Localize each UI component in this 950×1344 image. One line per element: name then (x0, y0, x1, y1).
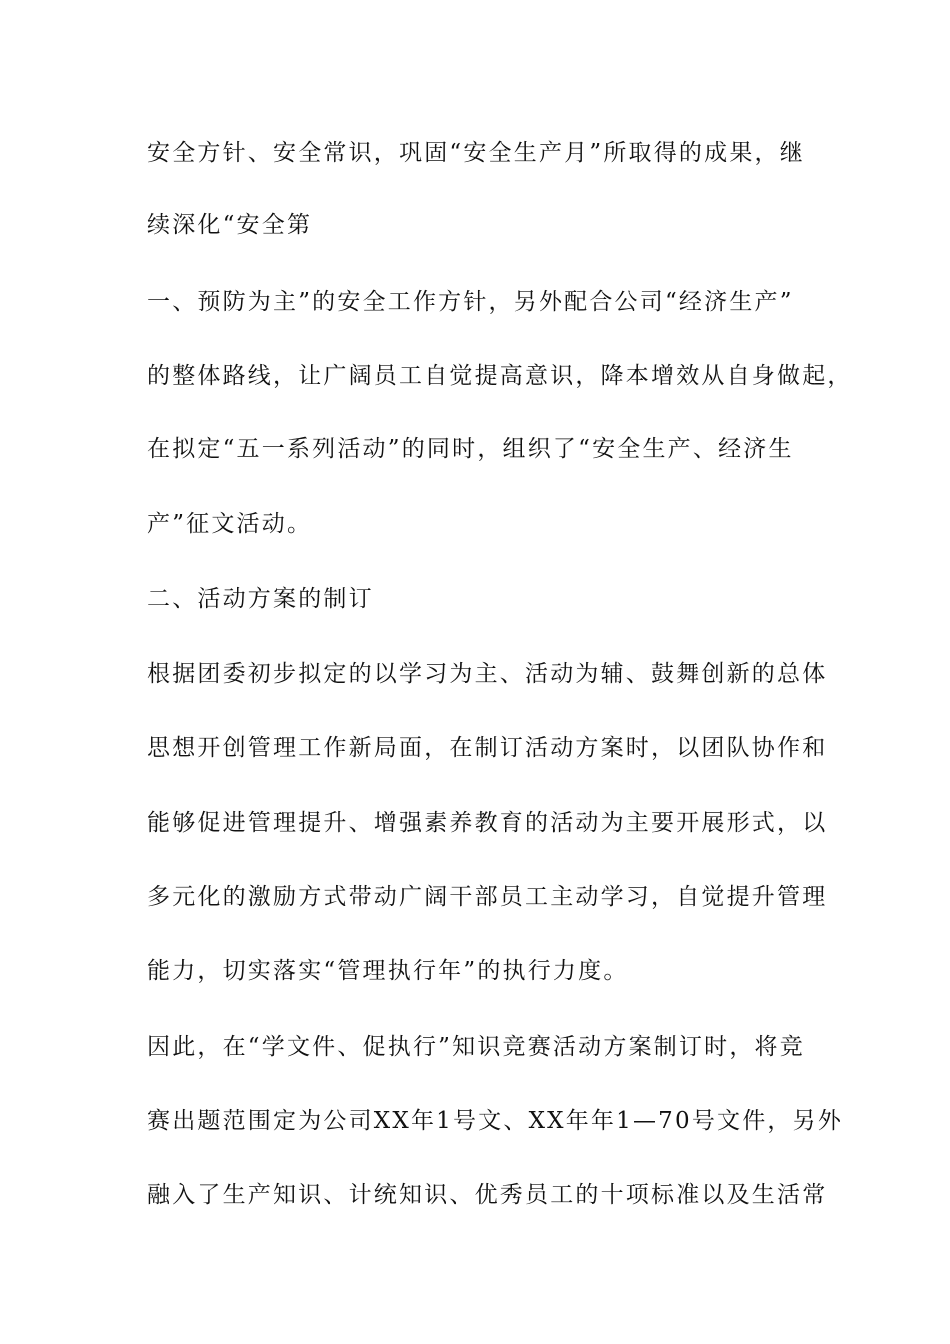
text-line: 续深化“安全第 (147, 212, 313, 238)
text-line: 融入了生产知识、计统知识、优秀员工的十项标准以及生活常 (147, 1182, 828, 1208)
text-line: 根据团委初步拟定的以学习为主、活动为辅、鼓舞创新的总体 (147, 661, 828, 687)
text-line: 安全方针、安全常识，巩固“安全生产月”所取得的成果，继 (147, 140, 805, 166)
text-line: 一、预防为主”的安全工作方针，另外配合公司“经济生产” (147, 289, 794, 315)
text-line: 多元化的激励方式带动广阔干部员工主动学习，自觉提升管理 (147, 884, 828, 910)
section-heading: 二、活动方案的制订 (147, 586, 374, 612)
text-line: 能力，切实落实“管理执行年”的执行力度。 (147, 958, 629, 984)
text-line: 能够促进管理提升、增强素养教育的活动为主要开展形式，以 (147, 810, 828, 836)
text-line: 因此，在“学文件、促执行”知识竞赛活动方案制订时，将竞 (147, 1034, 805, 1060)
text-line: 产”征文活动。 (147, 511, 313, 537)
text-line: 赛出题范围定为公司XX年1号文、XX年年1—70号文件，另外 (147, 1108, 844, 1134)
text-line: 的整体路线，让广阔员工自觉提高意识，降本增效从自身做起， (147, 363, 853, 389)
text-line: 思想开创管理工作新局面，在制订活动方案时，以团队协作和 (147, 735, 828, 761)
text-line: 在拟定“五一系列活动”的同时，组织了“安全生产、经济生 (147, 436, 794, 462)
